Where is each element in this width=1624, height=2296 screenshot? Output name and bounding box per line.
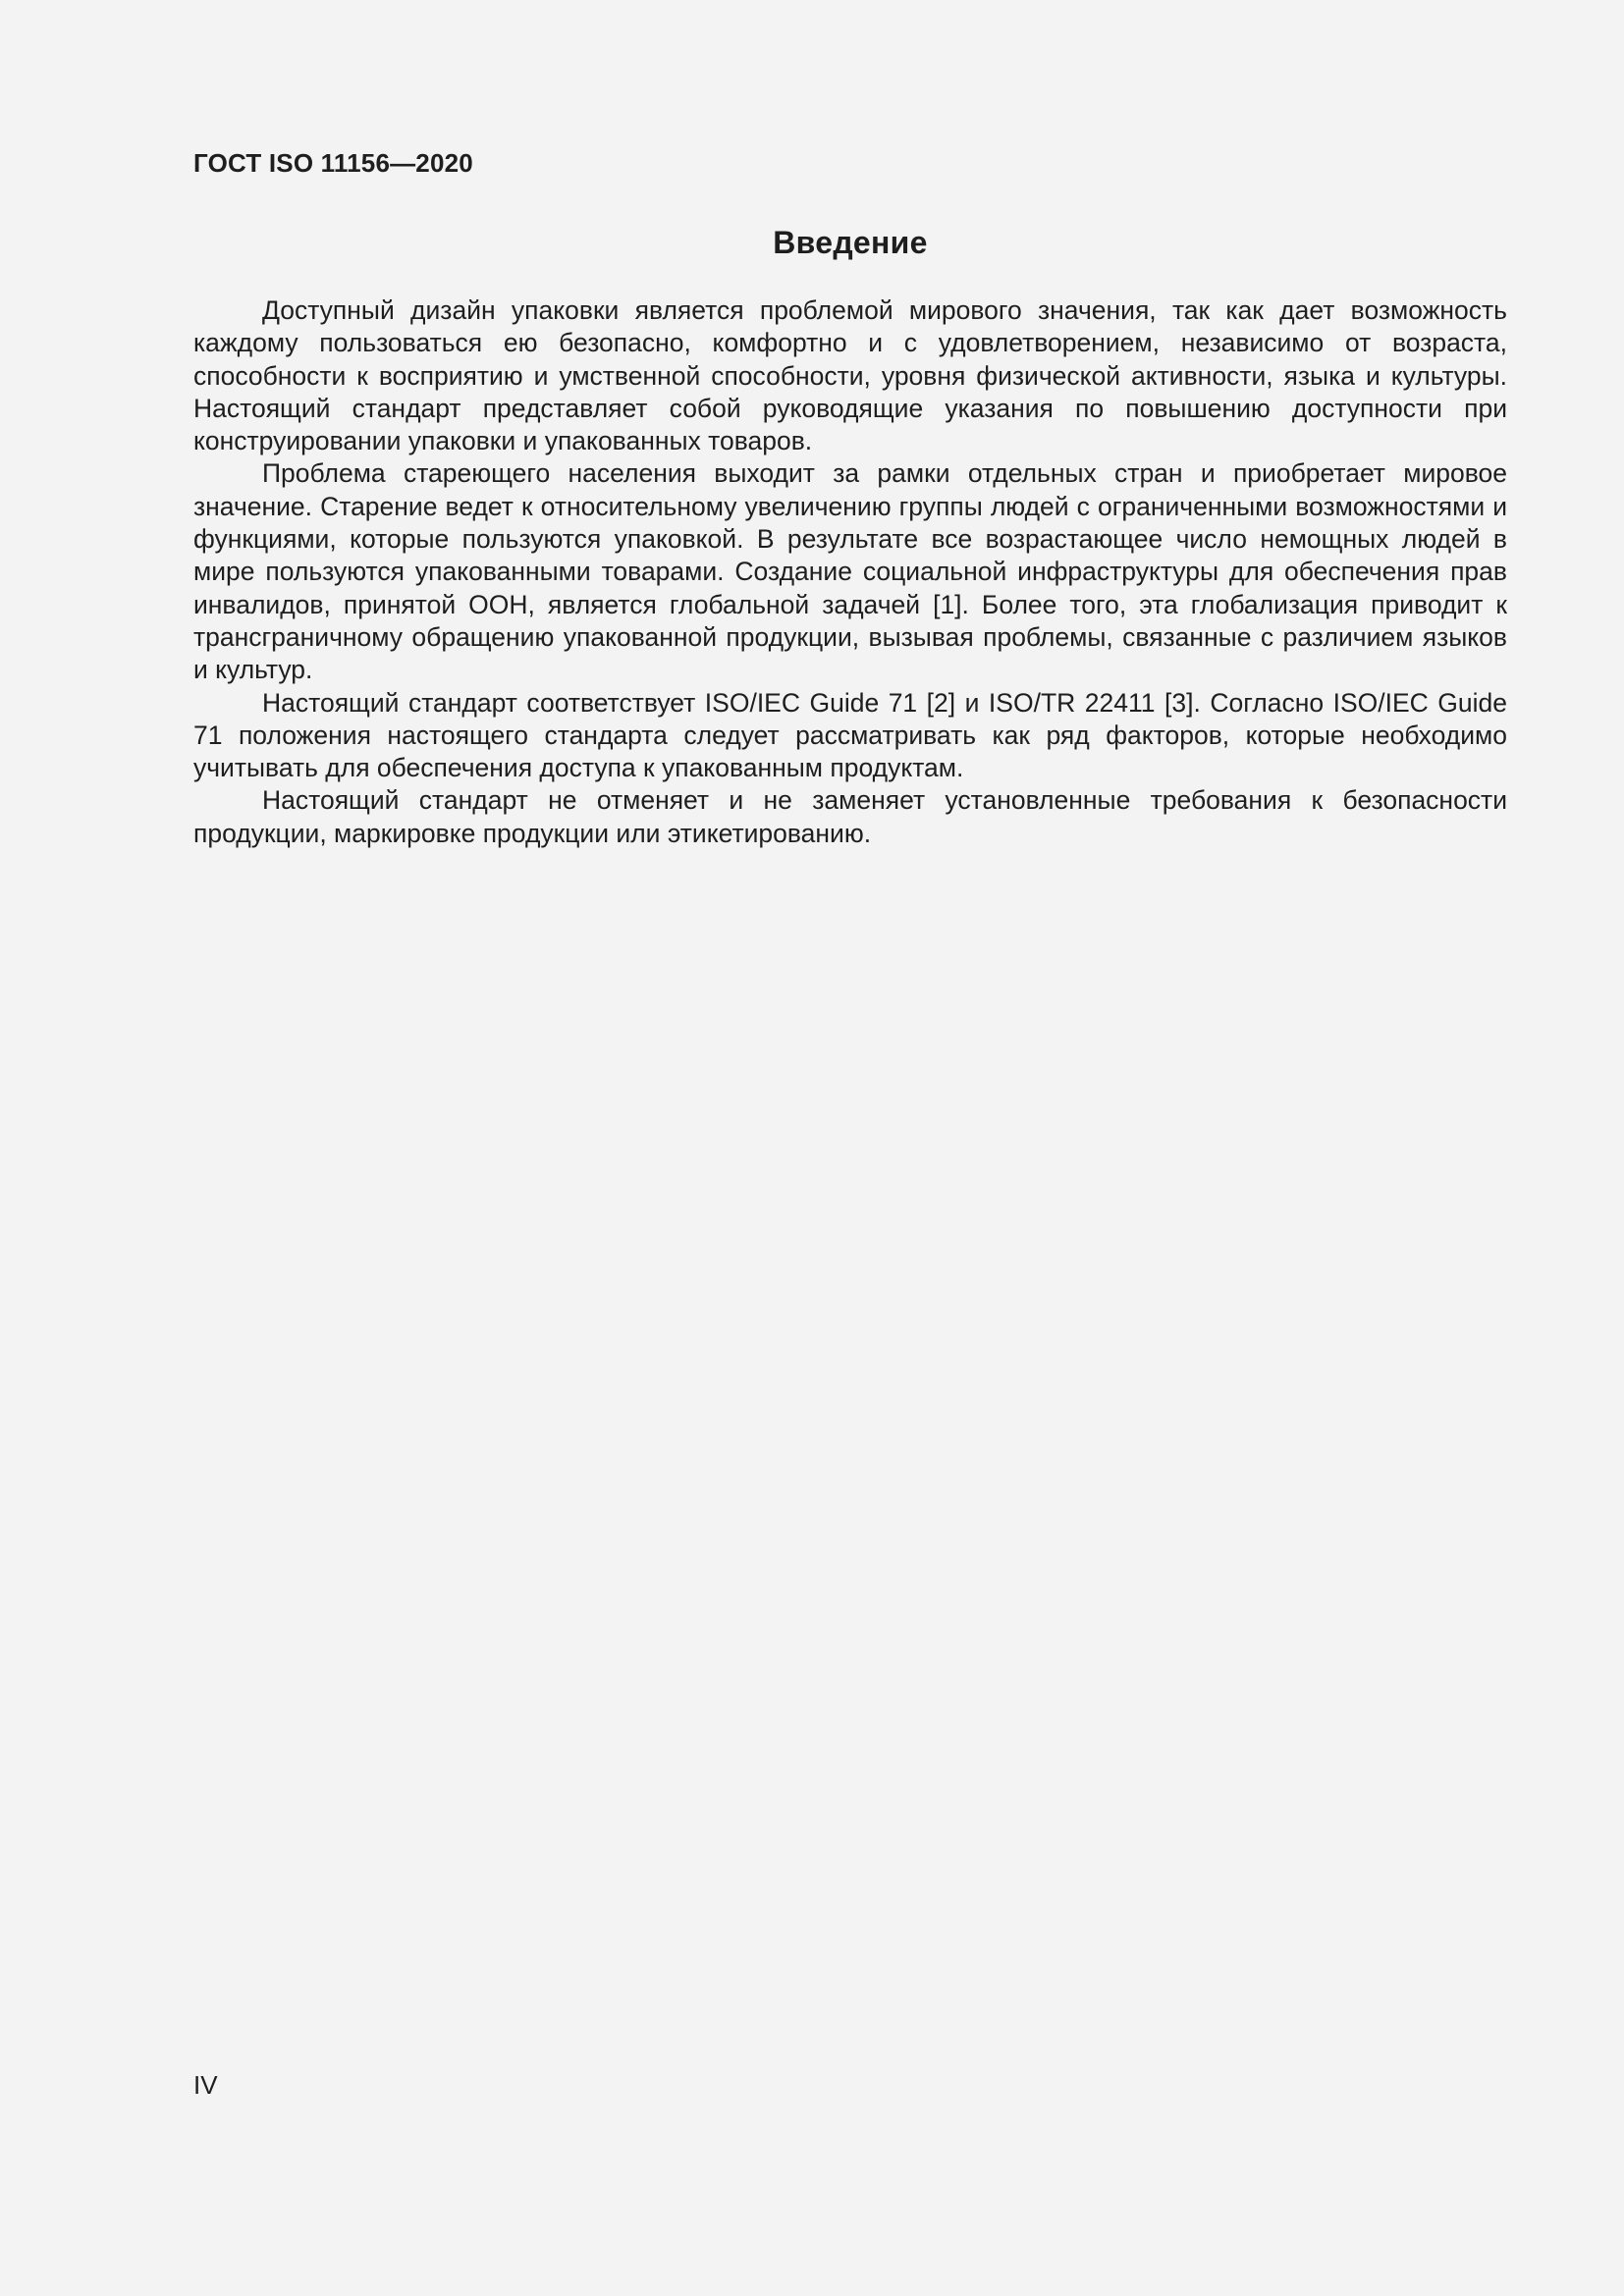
paragraph-2: Проблема стареющего населения выходит за рамки отдельных стран и приобретает мировое значение. Старение ведет к относительному увеличению группы людей с ограниченными возможностями и функциями, которые пользуются упаковкой. В результате все возрастающее число немощных людей в мире пользуются упакованными товарами. Создание социальной инфраструктуры для обеспечения прав инвалидов, принятой ООН, является глобальной задачей [1]. Более того, эта глобализация приводит к трансграничному обращению упакованной продукции, вызывая проблемы, связанные с различием языков и культур.: [193, 458, 1507, 685]
paragraph-4: Настоящий стандарт не отменяет и не заменяет установленные требования к безопасности продукции, маркировке продукции или этикетированию.: [193, 785, 1507, 848]
section-body: [193, 294, 1507, 850]
paragraph-1: Доступный дизайн упаковки является проблемой мирового значения, так как дает возможность каждому пользоваться ею безопасно, комфортно и с удовлетворением, независимо от возраста, способности к восприятию и умственной способности, уровня физической активности, языка и культуры. Настоящий стандарт представляет собой руководящие указания по повышению доступности при конструировании упаковки и упакованных товаров.: [193, 295, 1507, 456]
document-code: ГОСТ ISO 11156—2020: [193, 148, 473, 178]
page-number: IV: [193, 2070, 218, 2100]
section-title: Введение: [773, 225, 928, 260]
paragraph-3: Настоящий стандарт соответствует ISO/IEC Guide 71 [2] и ISO/TR 22411 [3]. Согласно ISO/IEC Guide 71 положения настоящего стандарта следует рассматривать как ряд факторов, которые необходимо учитывать для обеспечения доступа к упакованным продуктам.: [193, 687, 1507, 783]
